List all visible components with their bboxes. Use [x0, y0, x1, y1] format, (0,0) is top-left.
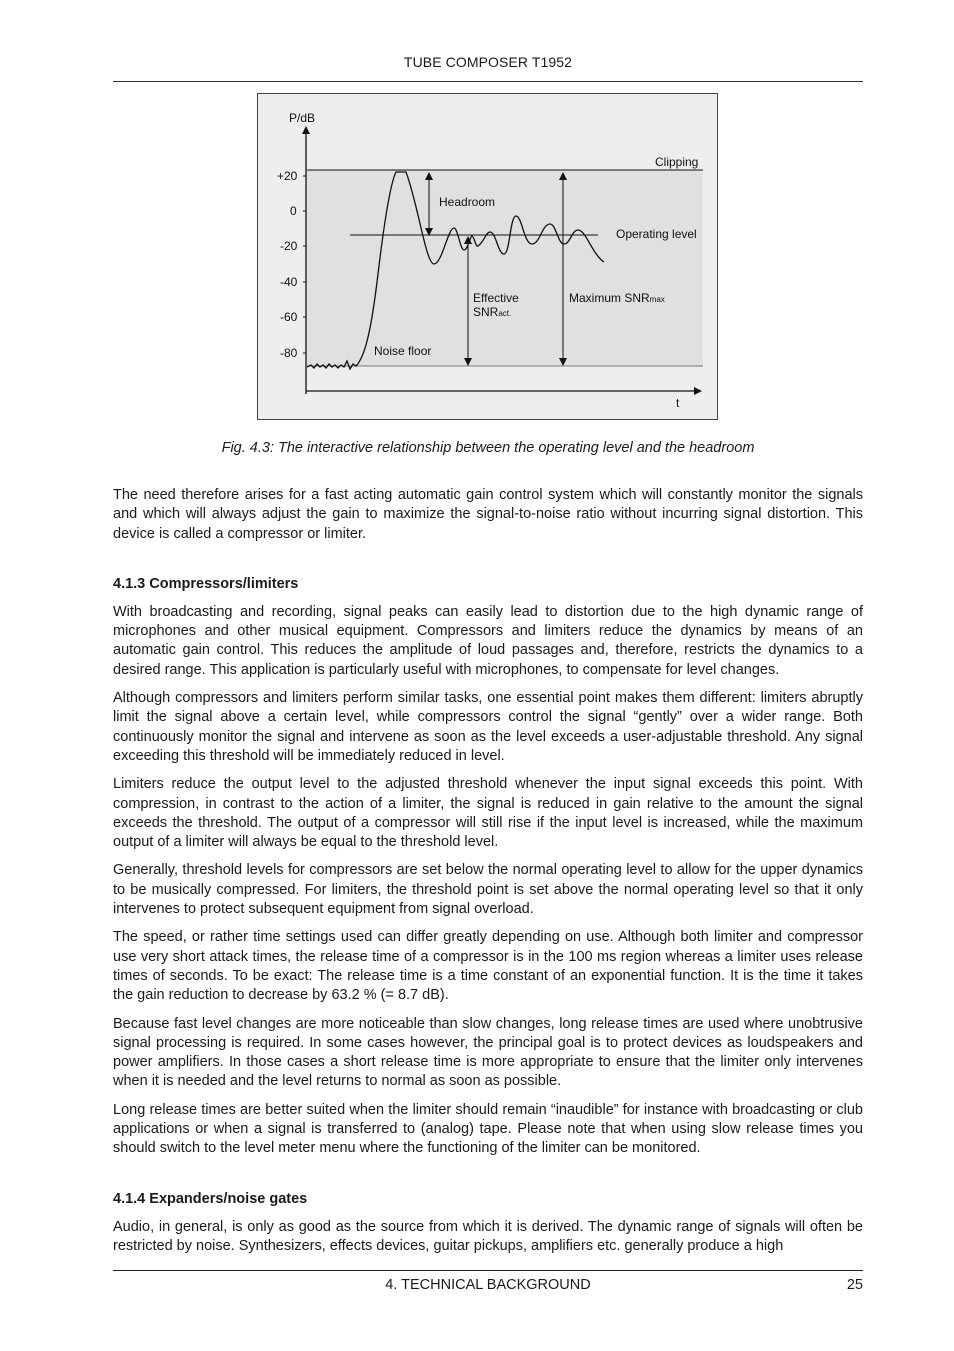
figure-level-diagram	[257, 93, 718, 420]
dynamic-range-band	[307, 170, 703, 366]
paragraph: The speed, or rather time settings used can differ greatly depending on use. Although both limiter and compressor use very short attack times, the release time of a compressor is in the 100 ms region whereas a limiter uses release times of seconds. To be exact: The release time is a time constant of an exponential function. It is the time it takes the gain reduction to decrease by 63.2 % (= 8.7 dB).	[113, 929, 863, 1004]
paragraph: With broadcasting and recording, signal peaks can easily lead to distortion due to the high dynamic range of microphones and other musical equipment. Compressors and limiters reduce the dynamics by means of an automatic gain control. This reduces the amplitude of loud passages and, therefore, restricts the dynamics to a desired range. This application is particularly useful with microphones, to compensate for level changes.	[113, 603, 863, 678]
figure-caption: Fig. 4.3: The interactive relationship between the operating level and the headroom	[221, 440, 755, 456]
paragraph: The need therefore arises for a fast acting automatic gain control system which will constantly monitor the signals and which will always adjust the gain to maximize the signal-to-noise ratio without incurring signal distortion. This device is called a compressor or limiter.	[113, 487, 863, 542]
y-axis-label: P/dB	[289, 111, 316, 125]
paragraph: Long release times are better suited when the limiter should remain “inaudible” for instance with broadcasting or club applications or when a signal is transferred to (analog) tape. Please note that when using slow release times you should switch to the level meter menu where the functioning of the limiter can be monitored.	[113, 1101, 863, 1157]
page-number: 25	[846, 1277, 863, 1293]
snr-act-label: SNRact.	[473, 305, 512, 319]
page-header: TUBE COMPOSER T1952	[403, 54, 573, 70]
section-heading: 4.1.3 Compressors/limiters	[113, 575, 299, 592]
paragraph: Generally, threshold levels for compressors are set below the normal operating level to allow for the upper dynamics to be musically compressed. For limiters, the threshold point is set above the normal operating level so that it only intervenes to protect subsequent equipment from signal overload.	[113, 862, 863, 918]
y-tick-label: -40	[280, 275, 298, 289]
y-tick-label: -60	[280, 310, 298, 324]
y-tick-label: -80	[280, 346, 298, 360]
noise-floor-label: Noise floor	[374, 344, 432, 358]
operating-level-label: Operating level	[616, 227, 697, 241]
section-heading: 4.1.4 Expanders/noise gates	[113, 1190, 308, 1207]
footer-rule	[113, 1270, 863, 1271]
paragraph: Because fast level changes are more noticeable than slow changes, long release times are used where unobtrusive signal processing is required. In some cases however, the principal goal is to protect devices as loudspeakers and power amplifiers. In those cases a short release time is more appropriate to ensure that the limiter only intervenes when it is needed and the level returns to normal as soon as possible.	[113, 1015, 863, 1090]
level-diagram-svg	[258, 94, 719, 421]
body-text	[113, 486, 863, 1265]
x-axis-label: t	[676, 396, 680, 410]
clipping-label: Clipping	[655, 155, 699, 169]
footer-section-title: 4. TECHNICAL BACKGROUND	[385, 1277, 591, 1293]
paragraph: Although compressors and limiters perform similar tasks, one essential point makes them different: limiters abruptly limit the signal above a certain level, while compressors control the signal “gently” over a wider range. Both continuously monitor the signal and intervene as soon as the level exceeds a user-adjustable threshold. Any signal exceeding this threshold will be immediately reduced in level.	[113, 690, 863, 764]
maximum-snr-label: Maximum SNRmax	[569, 291, 665, 305]
y-tick-label: 0	[290, 204, 297, 218]
y-tick-label: +20	[277, 169, 298, 183]
headroom-label: Headroom	[439, 195, 496, 209]
effective-label: Effective	[473, 291, 519, 305]
paragraph: Limiters reduce the output level to the adjusted threshold whenever the input signal exceeds this point. With compression, in contrast to the action of a limiter, the signal is reduced in gain relative to the amount the signal exceeds the threshold. The output of a compressor will still rise if the input level is increased, while the maximum output of a limiter will always be equal to the threshold level.	[113, 776, 863, 851]
paragraph: Audio, in general, is only as good as the source from which it is derived. The dynamic range of signals will often be restricted by noise. Synthesizers, effects devices, guitar pickups, amplifiers etc. generally produce a high	[113, 1218, 863, 1254]
y-tick-label: -20	[280, 239, 298, 253]
header-rule	[113, 81, 863, 82]
